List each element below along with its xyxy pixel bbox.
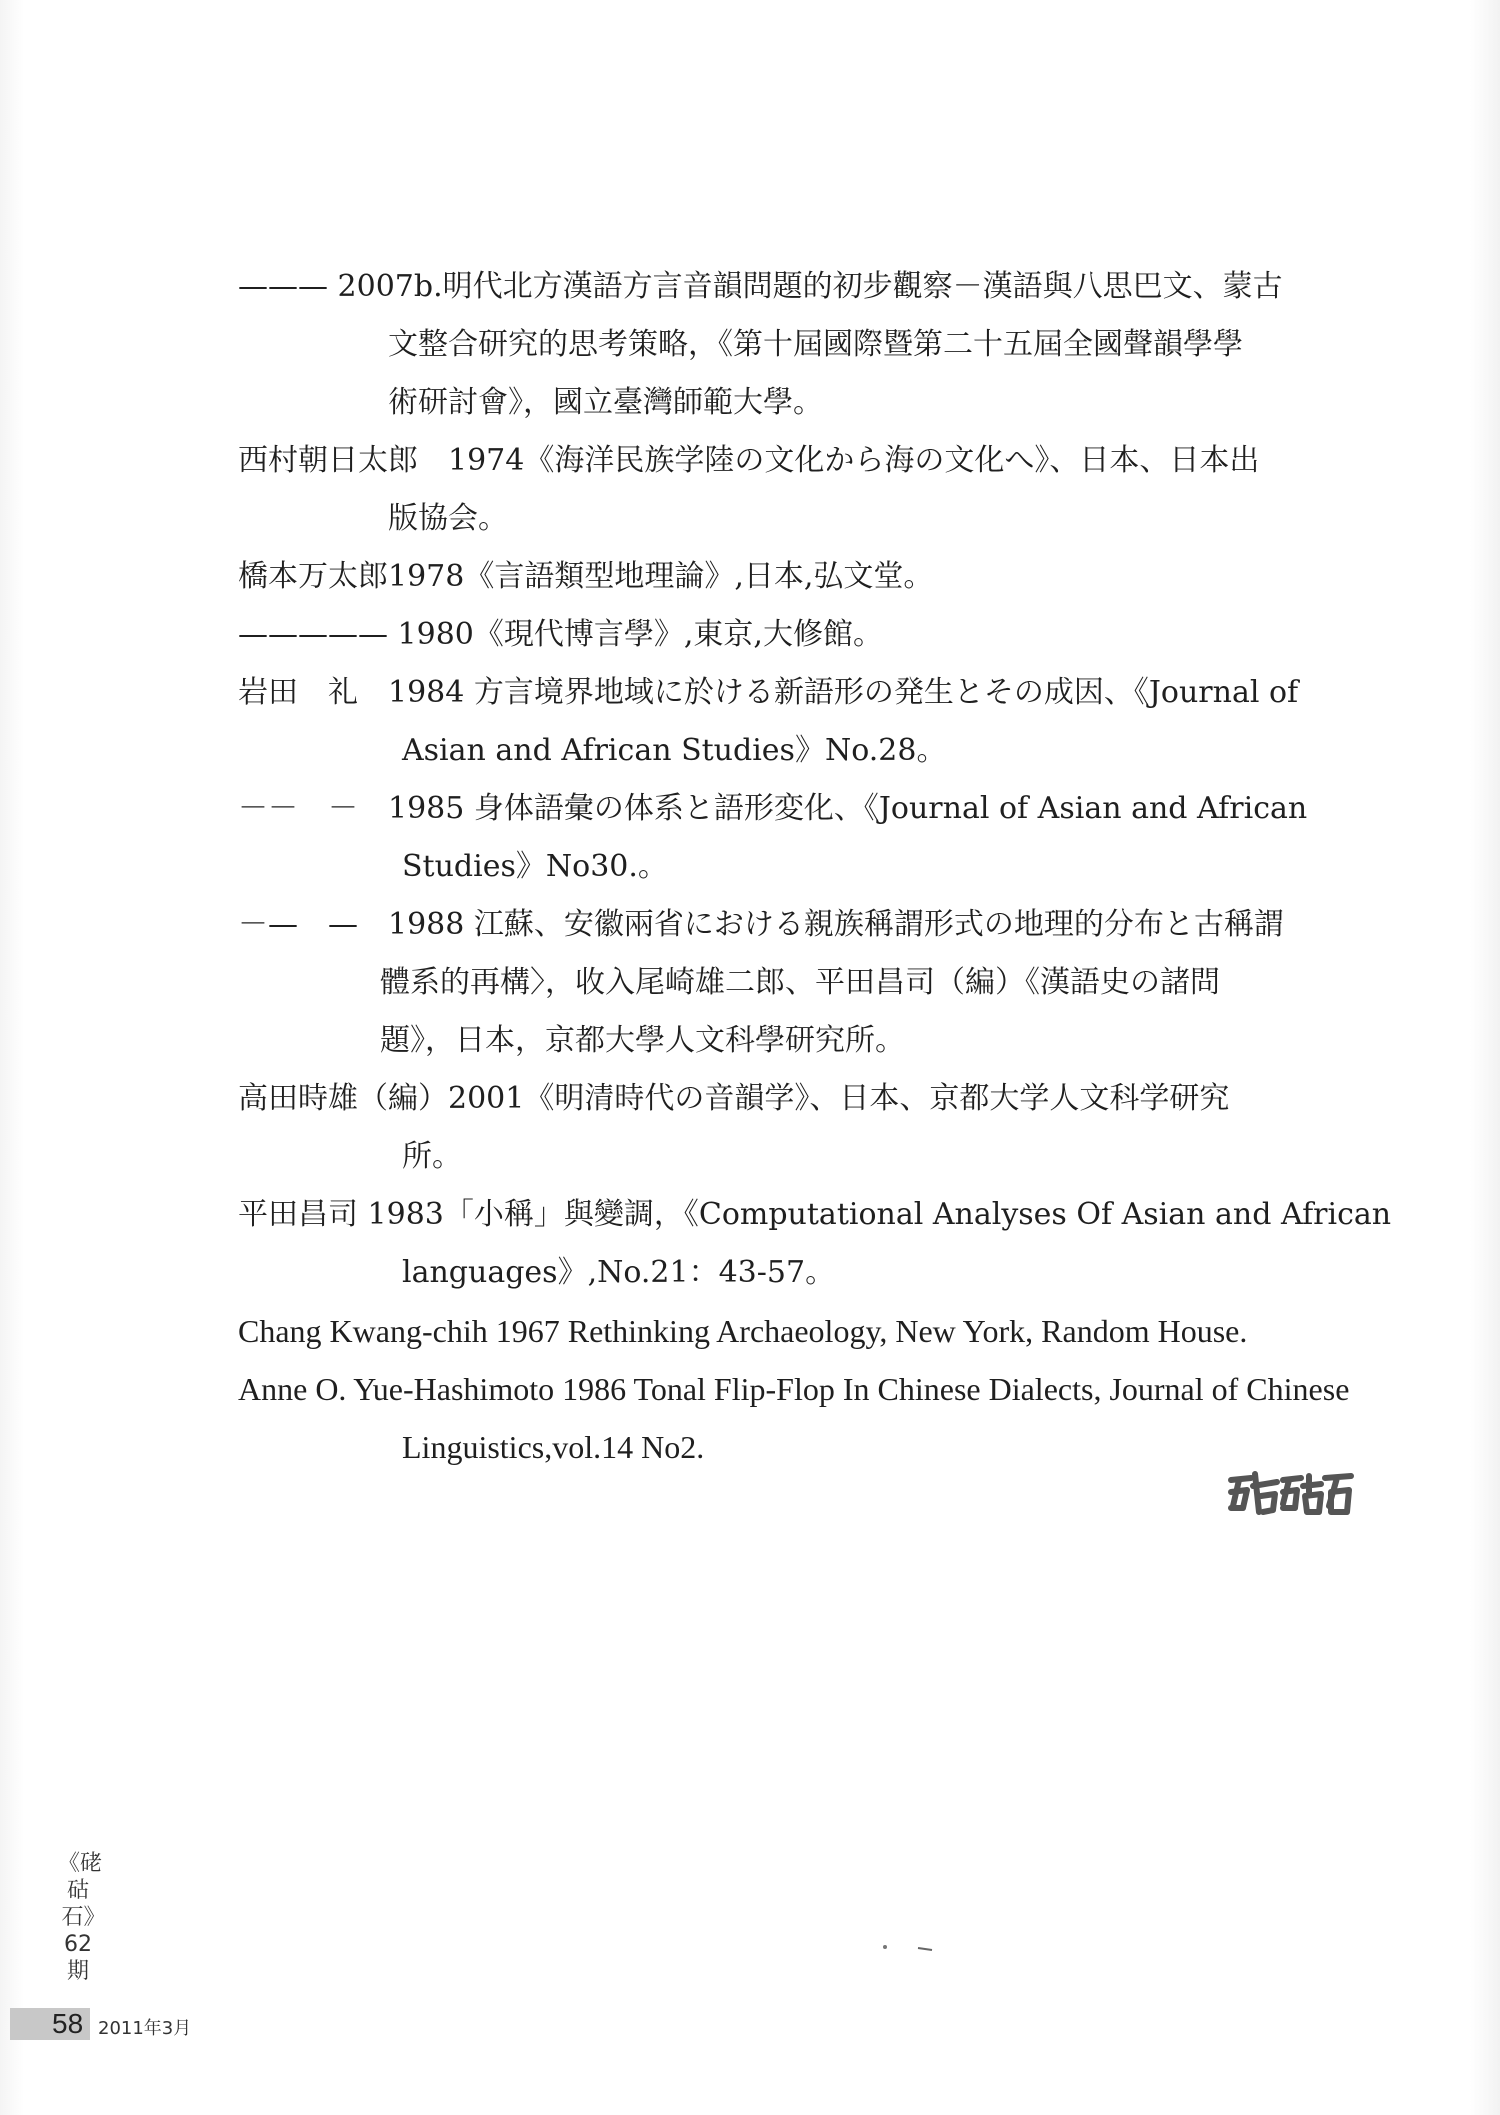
reference-line: languages》,No.21：43-57。 bbox=[402, 1255, 836, 1290]
reference-entry bbox=[238, 548, 1358, 606]
reference-line: 西村朝日太郎 1974《海洋民族学陸の文化から海の文化へ》、日本、日本出 bbox=[238, 443, 1260, 478]
scan-speck bbox=[880, 1942, 940, 1954]
reference-line: －— — 1988 江蘇、安徽兩省における親族稱謂形式の地理的分布と古稱謂 bbox=[238, 907, 1284, 942]
reference-entry bbox=[238, 780, 1358, 896]
reference-entry bbox=[238, 1302, 1358, 1360]
reference-line: Anne O. Yue-Hashimoto 1986 Tonal Flip-Flop In Chinese Dialects, Journal of Chinese bbox=[238, 1371, 1350, 1407]
reference-line: 橋本万太郎1978《言語類型地理論》,日本,弘文堂。 bbox=[238, 559, 934, 594]
reference-line: ——— 2007b.明代北方漢語方言音韻問題的初步觀察－漢語與八思巴文、蒙古 bbox=[238, 269, 1283, 304]
page-number: 58 bbox=[52, 2008, 84, 2039]
reference-entry bbox=[238, 258, 1358, 432]
reference-line: 高田時雄（編）2001《明清時代の音韻学》、日本、京都大学人文科学研究 bbox=[238, 1081, 1230, 1116]
reference-entry bbox=[238, 1360, 1358, 1476]
reference-line: 題》，日本，京都大學人文科學研究所。 bbox=[380, 1023, 905, 1058]
reference-line: －－ － 1985 身体語彙の体系と語形変化、《Journal of Asian and African bbox=[238, 791, 1308, 826]
reference-line: 平田昌司 1983「小稱」與變調，《Computational Analyses Of Asian and African bbox=[238, 1197, 1392, 1232]
issue-date: 2011年3月 bbox=[98, 2018, 192, 2039]
reference-line: 體系的再構〉，收入尾崎雄二郎、平田昌司（編）《漢語史の諸問 bbox=[380, 965, 1220, 1000]
reference-line: 岩田 礼 1984 方言境界地域に於ける新語形の発生とその成因、《Journal of bbox=[238, 675, 1299, 710]
reference-line: ————— 1980《現代博言學》,東京,大修館。 bbox=[238, 617, 883, 652]
reference-line: Chang Kwang-chih 1967 Rethinking Archaeology, New York, Random House. bbox=[238, 1313, 1248, 1349]
reference-line: 所。 bbox=[402, 1139, 462, 1174]
reference-entry bbox=[238, 1070, 1358, 1186]
reference-entry bbox=[238, 1186, 1392, 1302]
reference-line: 術研討會》，國立臺灣師範大學。 bbox=[388, 385, 823, 420]
reference-line: 文整合研究的思考策略，《第十屆國際暨第二十五屆全國聲韻學學 bbox=[388, 327, 1243, 362]
journal-logo bbox=[1225, 1462, 1355, 1522]
reference-line: Studies》No30.。 bbox=[402, 849, 668, 884]
reference-line: Asian and African Studies》No.28。 bbox=[402, 733, 947, 768]
reference-entry bbox=[238, 896, 1358, 1070]
reference-line: Linguistics,vol.14 No2. bbox=[402, 1429, 705, 1465]
reference-list bbox=[238, 258, 1392, 1476]
journal-issue-label: 《硓𥑮石》62期 bbox=[58, 1851, 103, 1984]
reference-line: 版協会。 bbox=[388, 501, 508, 536]
reference-entry bbox=[238, 432, 1358, 548]
reference-entry bbox=[238, 664, 1358, 780]
reference-entry bbox=[238, 606, 1358, 664]
